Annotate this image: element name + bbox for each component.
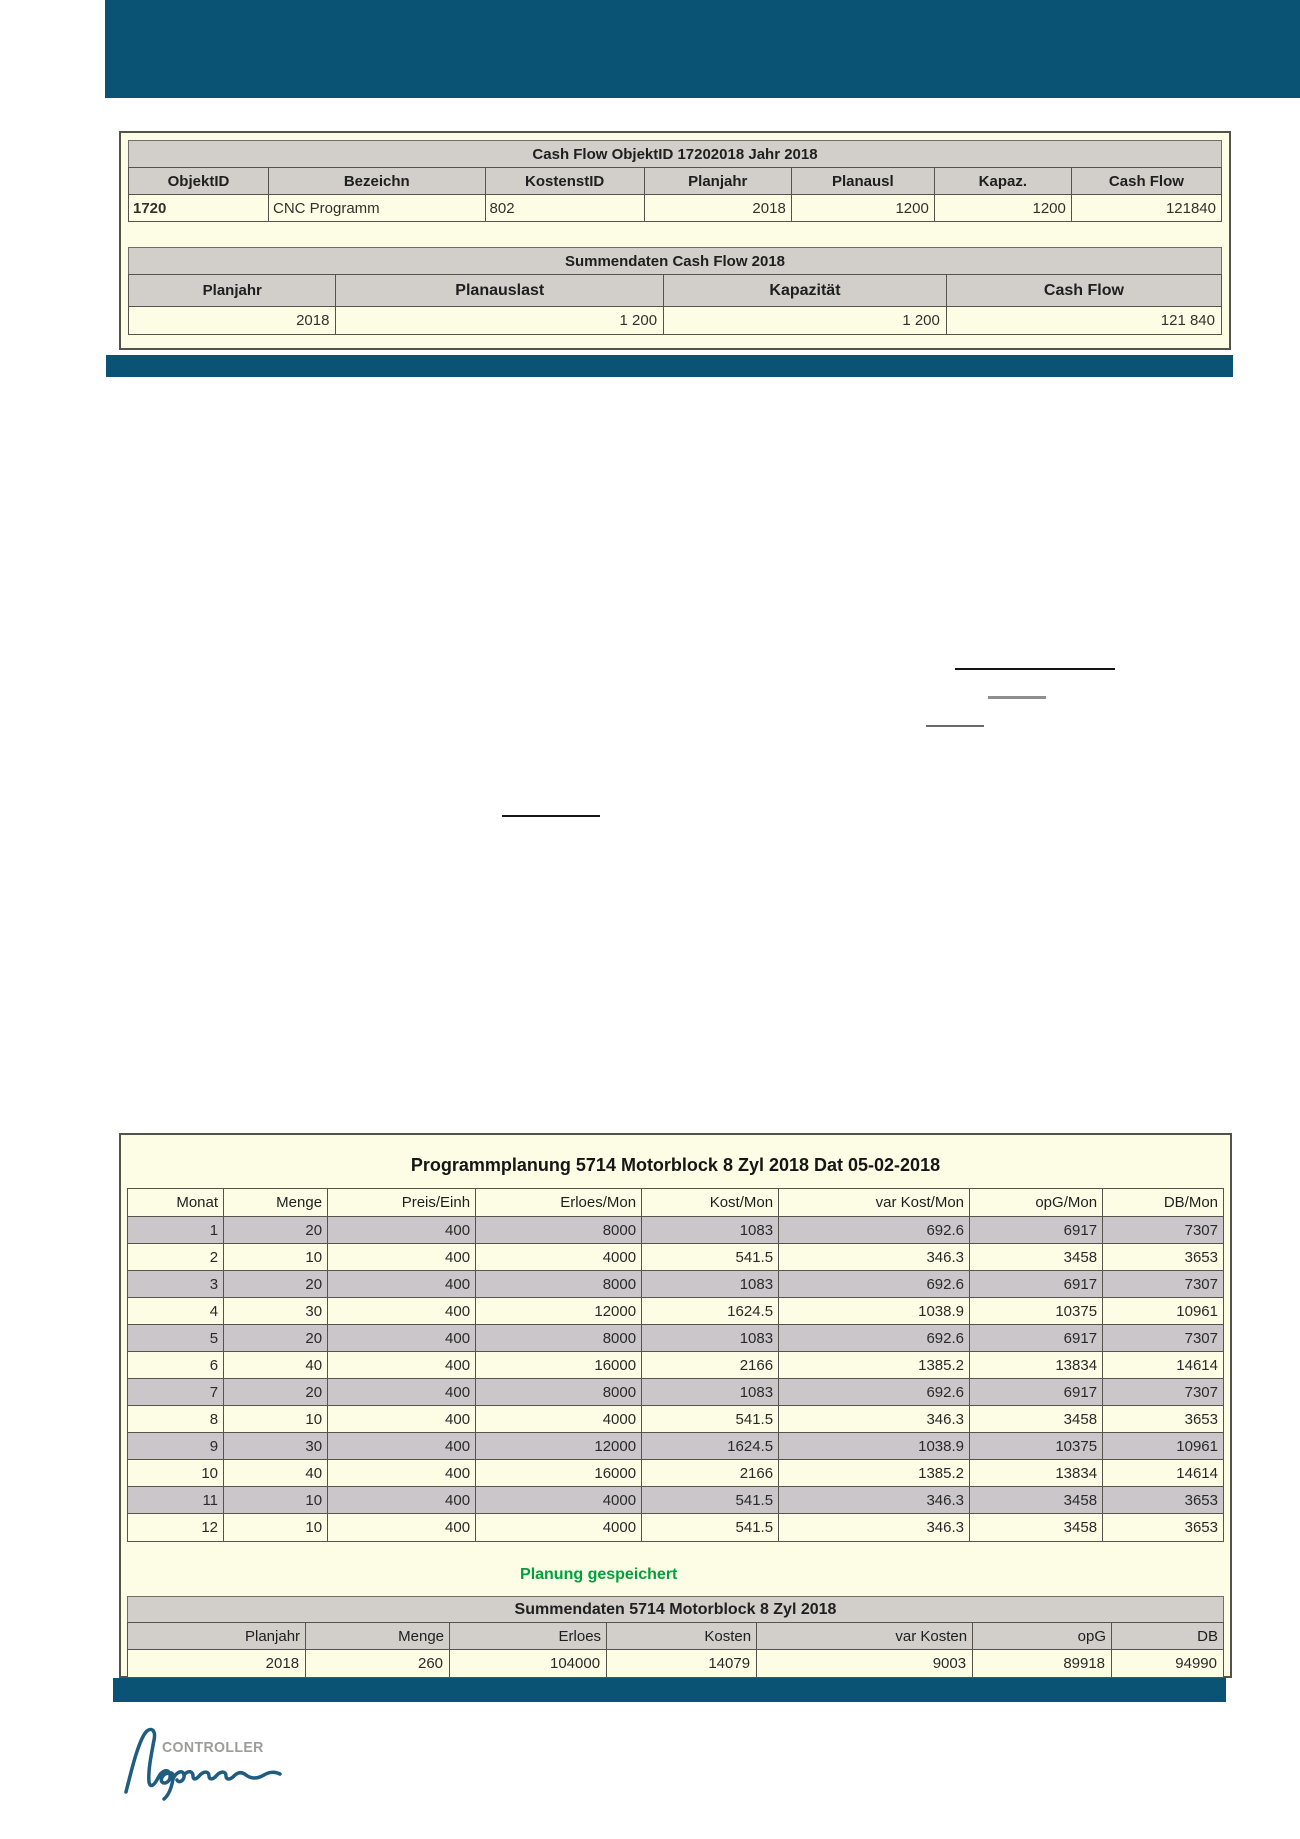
table-row bbox=[129, 195, 1221, 221]
spacer bbox=[128, 222, 1222, 247]
table-cell: 6917 bbox=[970, 1271, 1103, 1297]
table-cell: 12000 bbox=[476, 1298, 642, 1324]
table-cell: Planauslast bbox=[336, 275, 664, 306]
programmplanung-table bbox=[127, 1188, 1224, 1542]
cash-flow-table-body bbox=[129, 195, 1221, 221]
cash-flow-summary-table bbox=[128, 274, 1222, 335]
table-cell: 10 bbox=[224, 1487, 328, 1513]
table-cell: 400 bbox=[328, 1460, 476, 1486]
table-cell: 400 bbox=[328, 1406, 476, 1432]
programmplanung-screenshot bbox=[119, 1133, 1232, 1678]
table-cell: 400 bbox=[328, 1352, 476, 1378]
table-cell: 346.3 bbox=[779, 1406, 970, 1432]
table-cell: 10 bbox=[224, 1514, 328, 1541]
table-row bbox=[128, 1298, 1223, 1325]
table-cell: 541.5 bbox=[642, 1244, 779, 1270]
table-cell: 10375 bbox=[970, 1433, 1103, 1459]
table-cell: Kapazität bbox=[664, 275, 947, 306]
table-cell: 6917 bbox=[970, 1217, 1103, 1243]
page-header-accent-bar bbox=[105, 0, 1300, 98]
teal-divider-bar-2 bbox=[113, 1678, 1226, 1702]
table-cell: 541.5 bbox=[642, 1487, 779, 1513]
table-cell: 8000 bbox=[476, 1271, 642, 1297]
table-cell: Erloes bbox=[450, 1623, 607, 1649]
table-cell: 2018 bbox=[129, 307, 336, 334]
table-cell: 10375 bbox=[970, 1298, 1103, 1324]
table-cell: 1624.5 bbox=[642, 1433, 779, 1459]
table-cell: 3653 bbox=[1184, 1519, 1218, 1536]
table-cell: 3 bbox=[128, 1271, 224, 1297]
table-row bbox=[128, 1433, 1223, 1460]
table-cell: 400 bbox=[328, 1379, 476, 1405]
table-cell: 9 bbox=[128, 1433, 224, 1459]
cash-flow-screenshot bbox=[119, 131, 1231, 350]
table-cell: 692.6 bbox=[779, 1379, 970, 1405]
table-cell: 14614 bbox=[1176, 1356, 1218, 1374]
table-cell: 2 bbox=[128, 1244, 224, 1270]
teal-divider-bar-1 bbox=[106, 355, 1233, 377]
table-cell: 1 bbox=[128, 1217, 224, 1243]
status-row bbox=[127, 1566, 1224, 1590]
table-cell: 7307 bbox=[1184, 1383, 1218, 1401]
table-cell: 12 bbox=[128, 1514, 224, 1541]
table-cell: KostenstID bbox=[486, 168, 645, 194]
table-cell: 1083 bbox=[642, 1379, 779, 1405]
table-cell: 16000 bbox=[476, 1460, 642, 1486]
underline-annotation-1 bbox=[955, 668, 1115, 670]
table-cell: Planausl bbox=[792, 168, 935, 194]
table-cell: 8000 bbox=[476, 1379, 642, 1405]
table-cell: 10 bbox=[224, 1244, 328, 1270]
table-cell: Planjahr bbox=[645, 168, 792, 194]
table-row bbox=[128, 1352, 1223, 1379]
table-cell: 1083 bbox=[642, 1325, 779, 1351]
table-cell: 13834 bbox=[970, 1352, 1103, 1378]
table-cell: 1083 bbox=[642, 1271, 779, 1297]
programmplanung-summary-header bbox=[128, 1623, 1223, 1650]
logo-controller-text: CONTROLLER bbox=[162, 1739, 264, 1756]
table-cell: 400 bbox=[328, 1514, 476, 1541]
table-cell: 4000 bbox=[476, 1244, 642, 1270]
table-cell: 16000 bbox=[476, 1352, 642, 1378]
table-cell: Preis/Einh bbox=[328, 1189, 476, 1216]
table-cell: Kapaz. bbox=[935, 168, 1072, 194]
table-cell: 94990 bbox=[1175, 1655, 1217, 1672]
table-cell: Planjahr bbox=[129, 275, 336, 306]
table-row bbox=[128, 1650, 1223, 1677]
programmplanung-summary bbox=[127, 1596, 1224, 1678]
table-row bbox=[128, 1217, 1223, 1244]
table-cell: 121 840 bbox=[1160, 312, 1215, 329]
table-cell: 9003 bbox=[757, 1650, 973, 1677]
table-cell: 1385.2 bbox=[779, 1352, 970, 1378]
underline-annotation-2 bbox=[988, 696, 1046, 699]
table-cell: 2018 bbox=[645, 195, 792, 221]
table-cell: 541.5 bbox=[642, 1514, 779, 1541]
table-cell: ObjektID bbox=[129, 168, 269, 194]
table-cell: 14079 bbox=[607, 1650, 757, 1677]
table-cell: 1720 bbox=[129, 195, 269, 221]
table-cell: 2166 bbox=[642, 1460, 779, 1486]
table-cell: 692.6 bbox=[779, 1325, 970, 1351]
table-cell: Planjahr bbox=[128, 1623, 306, 1649]
table-cell: 2018 bbox=[128, 1650, 306, 1677]
table-cell: 346.3 bbox=[779, 1514, 970, 1541]
table-cell: 10961 bbox=[1176, 1437, 1218, 1455]
table-cell: 30 bbox=[224, 1298, 328, 1324]
programmplanung-table-header bbox=[128, 1189, 1223, 1217]
table-cell: 11 bbox=[128, 1487, 224, 1513]
table-cell: 400 bbox=[328, 1487, 476, 1513]
table-cell: opG bbox=[973, 1623, 1112, 1649]
programmplanung-table-title: Programmplanung 5714 Motorblock 8 Zyl 2018 Dat 05-02-2018 bbox=[410, 1154, 941, 1175]
table-cell: 89918 bbox=[973, 1650, 1112, 1677]
table-row bbox=[128, 1271, 1223, 1298]
table-cell: 400 bbox=[328, 1244, 476, 1270]
underline-annotation-3 bbox=[926, 725, 984, 727]
table-cell: 4 bbox=[128, 1298, 224, 1324]
table-cell: Kost/Mon bbox=[642, 1189, 779, 1216]
table-cell: 1 200 bbox=[336, 307, 664, 334]
table-cell: DB/Mon bbox=[1163, 1194, 1218, 1211]
table-cell: 3458 bbox=[970, 1406, 1103, 1432]
table-cell: 4000 bbox=[476, 1487, 642, 1513]
table-cell: 1624.5 bbox=[642, 1298, 779, 1324]
table-cell: 3458 bbox=[970, 1487, 1103, 1513]
table-row bbox=[128, 1379, 1223, 1406]
table-cell: 346.3 bbox=[779, 1244, 970, 1270]
table-cell: 3653 bbox=[1184, 1410, 1218, 1428]
table-cell: 1200 bbox=[935, 195, 1072, 221]
table-cell: Erloes/Mon bbox=[476, 1189, 642, 1216]
table-cell: 400 bbox=[328, 1217, 476, 1243]
table-cell: 692.6 bbox=[779, 1217, 970, 1243]
table-cell: 4000 bbox=[476, 1406, 642, 1432]
table-cell: 3653 bbox=[1184, 1248, 1218, 1266]
cash-flow-table-title: Cash Flow ObjektID 17202018 Jahr 2018 bbox=[128, 140, 1222, 168]
table-cell: 8000 bbox=[476, 1217, 642, 1243]
table-cell: 20 bbox=[224, 1217, 328, 1243]
table-cell: 7307 bbox=[1184, 1221, 1218, 1239]
table-cell: opG/Mon bbox=[970, 1189, 1103, 1216]
table-row bbox=[129, 307, 1221, 334]
table-cell: 1038.9 bbox=[779, 1433, 970, 1459]
table-cell: 7 bbox=[128, 1379, 224, 1405]
table-cell: 10961 bbox=[1176, 1302, 1218, 1320]
table-cell: 6917 bbox=[970, 1325, 1103, 1351]
table-cell: DB bbox=[1197, 1627, 1218, 1645]
cash-flow-summary-header bbox=[129, 275, 1221, 307]
table-cell: 5 bbox=[128, 1325, 224, 1351]
table-row bbox=[128, 1460, 1223, 1487]
table-row bbox=[128, 1406, 1223, 1433]
table-cell: 20 bbox=[224, 1325, 328, 1351]
table-cell: 260 bbox=[306, 1650, 450, 1677]
table-cell: 10 bbox=[128, 1460, 224, 1486]
table-cell: 400 bbox=[328, 1298, 476, 1324]
header-row bbox=[128, 1189, 1223, 1217]
controller-magazin-logo bbox=[118, 1726, 298, 1810]
cash-flow-table bbox=[128, 167, 1222, 222]
table-cell: 400 bbox=[328, 1271, 476, 1297]
table-cell: 1083 bbox=[642, 1217, 779, 1243]
header-row bbox=[128, 1623, 1223, 1650]
table-cell: Kosten bbox=[607, 1623, 757, 1649]
table-cell: 13834 bbox=[970, 1460, 1103, 1486]
programmplanung-summary-table bbox=[127, 1622, 1224, 1678]
table-cell: 7307 bbox=[1184, 1329, 1218, 1347]
status-message: Planung gespeichert bbox=[520, 1566, 678, 1583]
table-cell: 8 bbox=[128, 1406, 224, 1432]
table-cell: 6917 bbox=[970, 1379, 1103, 1405]
table-cell: 2166 bbox=[642, 1352, 779, 1378]
table-row bbox=[128, 1514, 1223, 1541]
table-cell: 3458 bbox=[970, 1514, 1103, 1541]
programmplanung-summary-title: Summendaten 5714 Motorblock 8 Zyl 2018 bbox=[127, 1596, 1224, 1623]
table-cell: 541.5 bbox=[642, 1406, 779, 1432]
table-cell: 7307 bbox=[1184, 1275, 1218, 1293]
table-cell: Cash Flow bbox=[1108, 172, 1184, 190]
table-cell: 20 bbox=[224, 1271, 328, 1297]
table-cell: var Kosten bbox=[757, 1623, 973, 1649]
table-cell: 346.3 bbox=[779, 1487, 970, 1513]
table-cell: 12000 bbox=[476, 1433, 642, 1459]
table-cell: 121840 bbox=[1165, 199, 1216, 217]
table-cell: Menge bbox=[306, 1623, 450, 1649]
magazin-script-icon bbox=[118, 1726, 288, 1806]
table-cell: 692.6 bbox=[779, 1271, 970, 1297]
programmplanung-table-body bbox=[128, 1217, 1223, 1541]
table-cell: 6 bbox=[128, 1352, 224, 1378]
header-row bbox=[129, 275, 1221, 307]
table-cell: Monat bbox=[128, 1189, 224, 1216]
table-row bbox=[128, 1325, 1223, 1352]
table-row bbox=[128, 1487, 1223, 1514]
table-cell: 1 200 bbox=[664, 307, 947, 334]
table-cell: 3653 bbox=[1184, 1491, 1218, 1509]
table-cell: 400 bbox=[328, 1433, 476, 1459]
cash-flow-summary-title: Summendaten Cash Flow 2018 bbox=[128, 247, 1222, 275]
table-cell: 4000 bbox=[476, 1514, 642, 1541]
table-cell: 40 bbox=[224, 1352, 328, 1378]
table-row bbox=[128, 1244, 1223, 1271]
table-cell: 14614 bbox=[1176, 1464, 1218, 1482]
table-cell: 802 bbox=[486, 195, 645, 221]
cash-flow-summary-body bbox=[129, 307, 1221, 334]
underline-annotation-4 bbox=[502, 815, 600, 817]
table-cell: Bezeichn bbox=[269, 168, 486, 194]
header-row bbox=[129, 168, 1221, 195]
table-cell: 30 bbox=[224, 1433, 328, 1459]
table-cell: var Kost/Mon bbox=[779, 1189, 970, 1216]
programmplanung-summary-body bbox=[128, 1650, 1223, 1677]
table-cell: 1200 bbox=[792, 195, 935, 221]
table-cell: 400 bbox=[328, 1325, 476, 1351]
table-cell: 8000 bbox=[476, 1325, 642, 1351]
table-cell: 20 bbox=[224, 1379, 328, 1405]
cash-flow-table-header bbox=[129, 168, 1221, 195]
table-cell: Cash Flow bbox=[1043, 281, 1124, 299]
table-cell: 3458 bbox=[970, 1244, 1103, 1270]
table-cell: CNC Programm bbox=[269, 195, 486, 221]
table-cell: 40 bbox=[224, 1460, 328, 1486]
table-cell: 1385.2 bbox=[779, 1460, 970, 1486]
table-cell: 104000 bbox=[450, 1650, 607, 1677]
table-cell: 1038.9 bbox=[779, 1298, 970, 1324]
table-cell: 10 bbox=[224, 1406, 328, 1432]
table-cell: Menge bbox=[224, 1189, 328, 1216]
